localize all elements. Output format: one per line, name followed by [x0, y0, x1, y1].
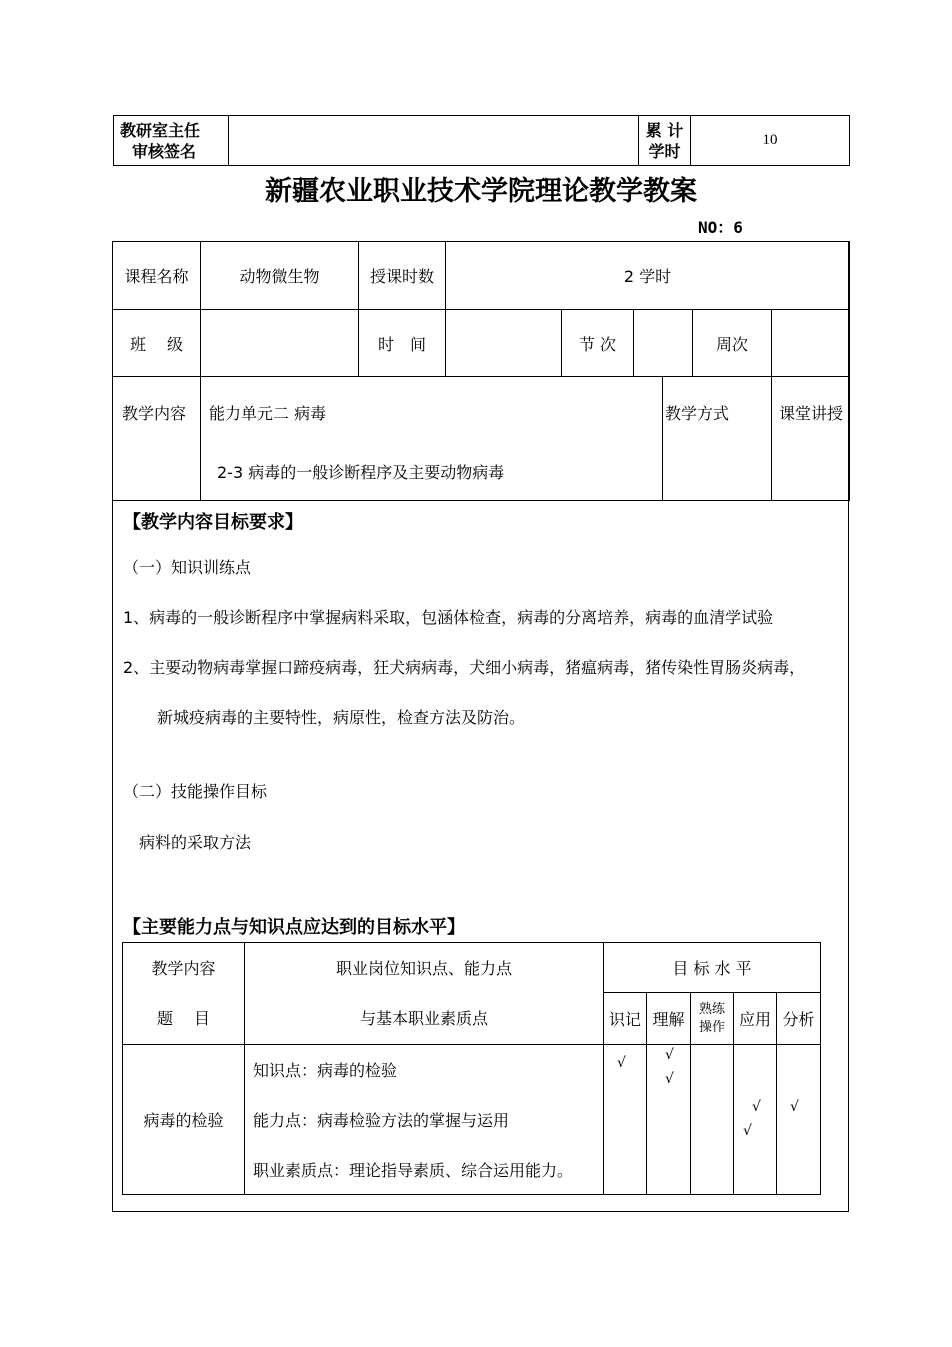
check-mark: √	[617, 1055, 626, 1071]
targets-heading: 【主要能力点与知识点应达到的目标水平】	[123, 917, 465, 938]
time-value[interactable]	[446, 310, 562, 377]
check-mark: √	[790, 1099, 799, 1115]
check-mark: √	[665, 1047, 674, 1063]
teaching-method-value: 课堂讲授	[772, 377, 850, 501]
knowledge-point: 知识点：病毒的检验	[253, 1061, 398, 1080]
proficient-cell	[691, 1045, 734, 1195]
targets-table	[122, 942, 821, 1195]
knowledge-heading: （一）知识训练点	[123, 558, 252, 577]
course-name-value: 动物微生物	[201, 242, 359, 310]
check-mark: √	[752, 1099, 761, 1115]
quality-point: 职业素质点：理论指导素质、综合运用能力。	[253, 1161, 574, 1180]
content-topic: 2-3 病毒的一般诊断程序及主要动物病毒	[217, 463, 505, 482]
week-value[interactable]	[772, 310, 850, 377]
week-label: 周次	[693, 310, 772, 377]
topic-cell: 病毒的检验	[123, 1045, 245, 1195]
analyze-cell	[777, 1045, 821, 1195]
plan-number: NO：6	[698, 218, 743, 237]
content-unit: 能力单元二 病毒	[209, 404, 327, 423]
apply-cell	[734, 1045, 777, 1195]
target-level-header: 目 标 水 平	[604, 943, 821, 993]
check-mark: √	[665, 1071, 674, 1087]
class-hours-value: 2 学时	[446, 242, 850, 310]
skill-item: 病料的采取方法	[139, 833, 252, 852]
info-table	[112, 241, 850, 501]
targets-content-header: 教学内容 题 目	[123, 943, 245, 1045]
level-memorize: 识记	[604, 993, 647, 1045]
page-title: 新疆农业职业技术学院理论教学教案	[265, 176, 697, 207]
level-understand: 理解	[647, 993, 691, 1045]
approval-table	[113, 115, 850, 166]
knowledge-item-2-continued: 新城疫病毒的主要特性，病原性，检查方法及防治。	[157, 708, 526, 727]
course-name-label: 课程名称	[113, 242, 201, 310]
period-label: 节 次	[562, 310, 634, 377]
teaching-content-value	[201, 377, 663, 501]
cumulative-hours-label: 累 计 学时	[639, 116, 691, 166]
points-cell	[245, 1045, 604, 1195]
teaching-content-label: 教学内容	[113, 377, 201, 501]
targets-points-header: 职业岗位知识点、能力点 与基本职业素质点	[245, 943, 604, 1045]
teaching-method-label: 教学方式	[663, 377, 772, 501]
level-proficient: 熟练操作	[691, 993, 734, 1045]
knowledge-item-1: 1、病毒的一般诊断程序中掌握病料采取，包涵体检查，病毒的分离培养，病毒的血清学试验	[123, 608, 774, 627]
ability-point: 能力点：病毒检验方法的掌握与运用	[253, 1111, 510, 1130]
class-hours-label: 授课时数	[359, 242, 446, 310]
objectives-heading: 【教学内容目标要求】	[123, 512, 303, 533]
understand-cell	[647, 1045, 691, 1195]
class-value[interactable]	[201, 310, 359, 377]
signature-field[interactable]	[229, 116, 639, 166]
cumulative-hours-value: 10	[691, 116, 850, 166]
knowledge-item-2: 2、主要动物病毒掌握口蹄疫病毒，狂犬病病毒，犬细小病毒，猪瘟病毒，猪传染性胃肠炎病毒，	[123, 658, 806, 677]
class-label: 班 级	[113, 310, 201, 377]
memorize-cell	[604, 1045, 647, 1195]
approval-label: 教研室主任 审核签名	[114, 116, 229, 166]
level-analyze: 分析	[777, 993, 821, 1045]
skill-heading: （二）技能操作目标	[123, 782, 268, 801]
time-label: 时 间	[359, 310, 446, 377]
period-value[interactable]	[634, 310, 693, 377]
check-mark: √	[743, 1123, 752, 1139]
level-apply: 应用	[734, 993, 777, 1045]
